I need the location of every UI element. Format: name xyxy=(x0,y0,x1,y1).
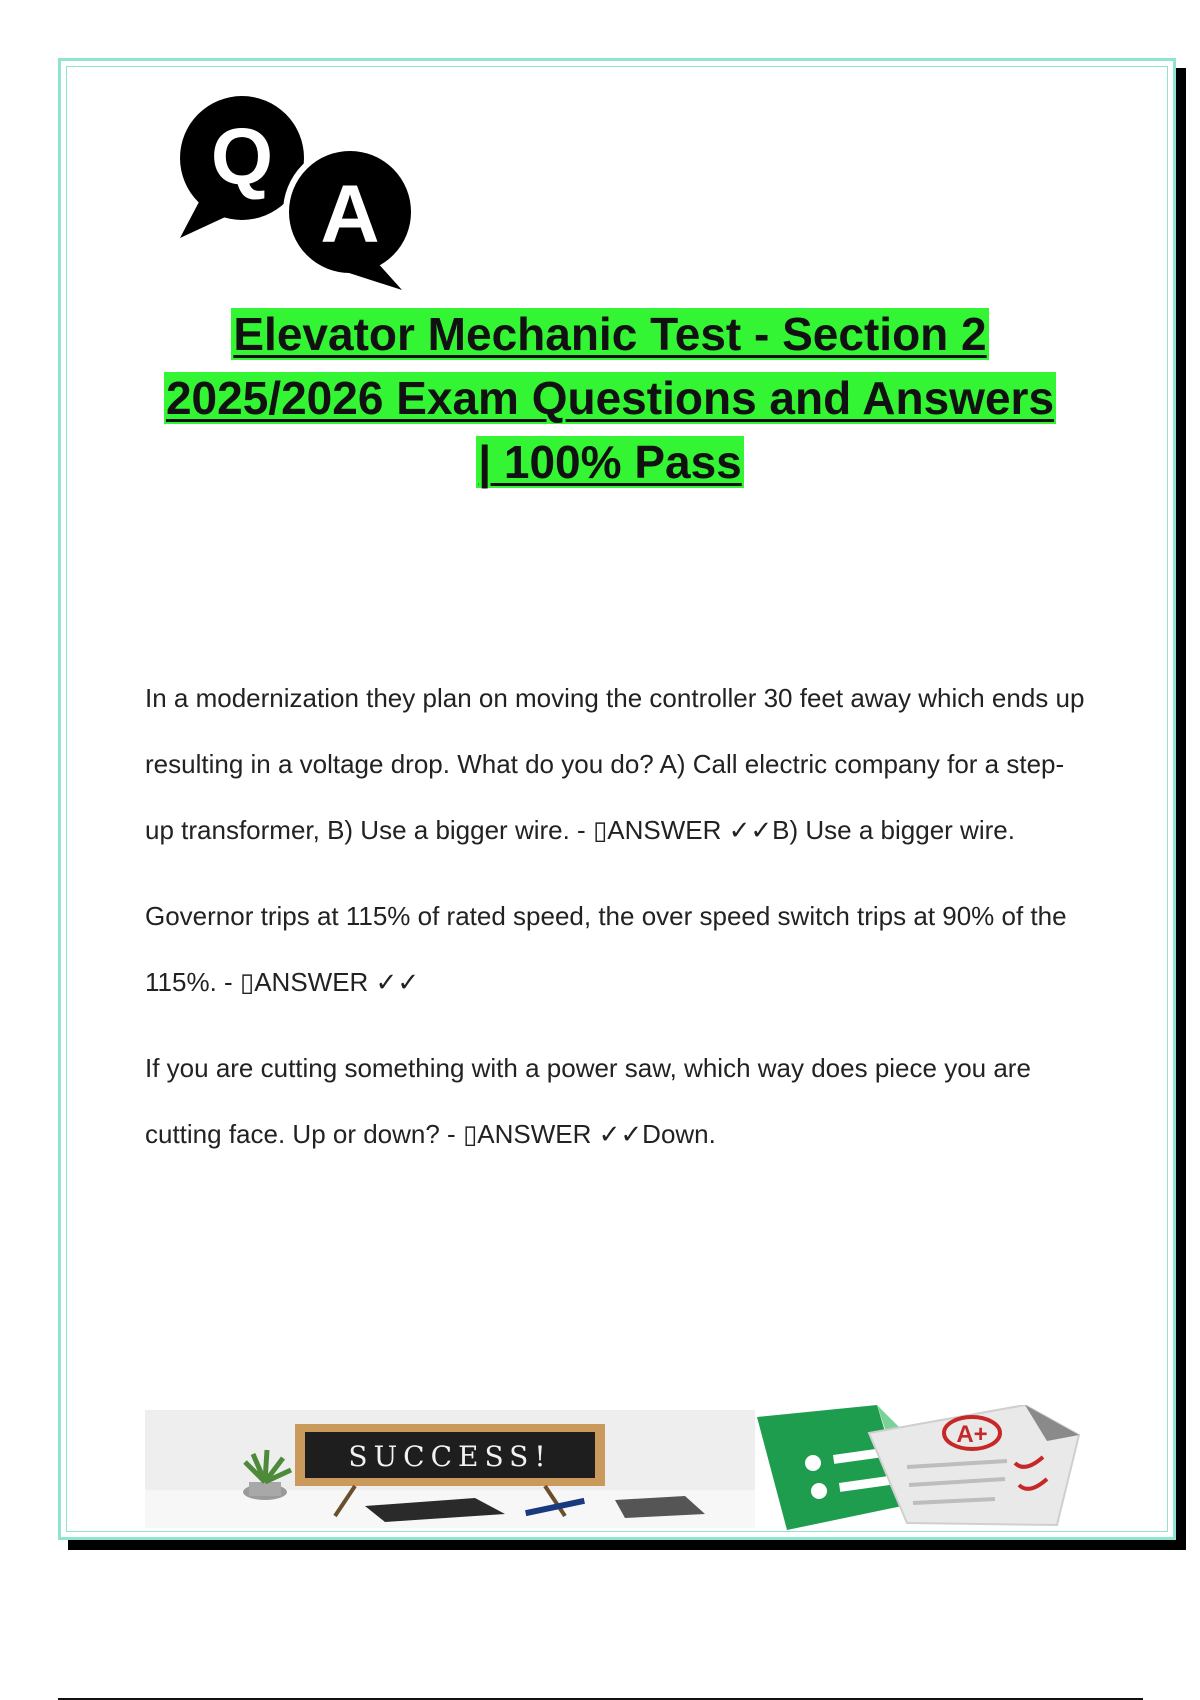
answer-text: ▯ANSWER ✓✓Down. xyxy=(462,1119,716,1149)
graded-paper-image xyxy=(757,1405,1092,1530)
qa-list xyxy=(145,665,1085,1187)
question-text: In a modernization they plan on moving the controller 30 feet away which ends up resulting in a voltage drop. What do you do? A) Call electric company for a step-up transformer, B) Use a bigger wire. - xyxy=(145,683,1085,845)
question-text: If you are cutting something with a power saw, which way does piece you are cutting face. Up or down? - xyxy=(145,1053,1031,1149)
title-line-2: 2025/2026 Exam Questions and Answers xyxy=(165,372,1055,424)
a-letter: A xyxy=(320,169,380,260)
qa-item xyxy=(145,883,1085,1015)
title-line-1: Elevator Mechanic Test - Section 2 xyxy=(233,308,987,360)
answer-text: ▯ANSWER ✓✓ xyxy=(239,967,420,997)
title-line-3: | 100% Pass xyxy=(478,436,742,488)
success-sign-image xyxy=(145,1410,755,1528)
answer-text: ▯ANSWER ✓✓B) Use a bigger wire. xyxy=(592,815,1015,845)
question-text: Governor trips at 115% of rated speed, the over speed switch trips at 90% of the 115%. - xyxy=(145,901,1067,997)
qa-speech-bubbles-icon xyxy=(170,90,430,290)
success-sign-text: SUCCESS! xyxy=(348,1440,552,1473)
q-letter: Q xyxy=(210,112,274,201)
grade-text: A+ xyxy=(956,1421,988,1448)
qa-item xyxy=(145,1035,1085,1167)
qa-item xyxy=(145,665,1085,863)
document-title xyxy=(120,302,1100,494)
